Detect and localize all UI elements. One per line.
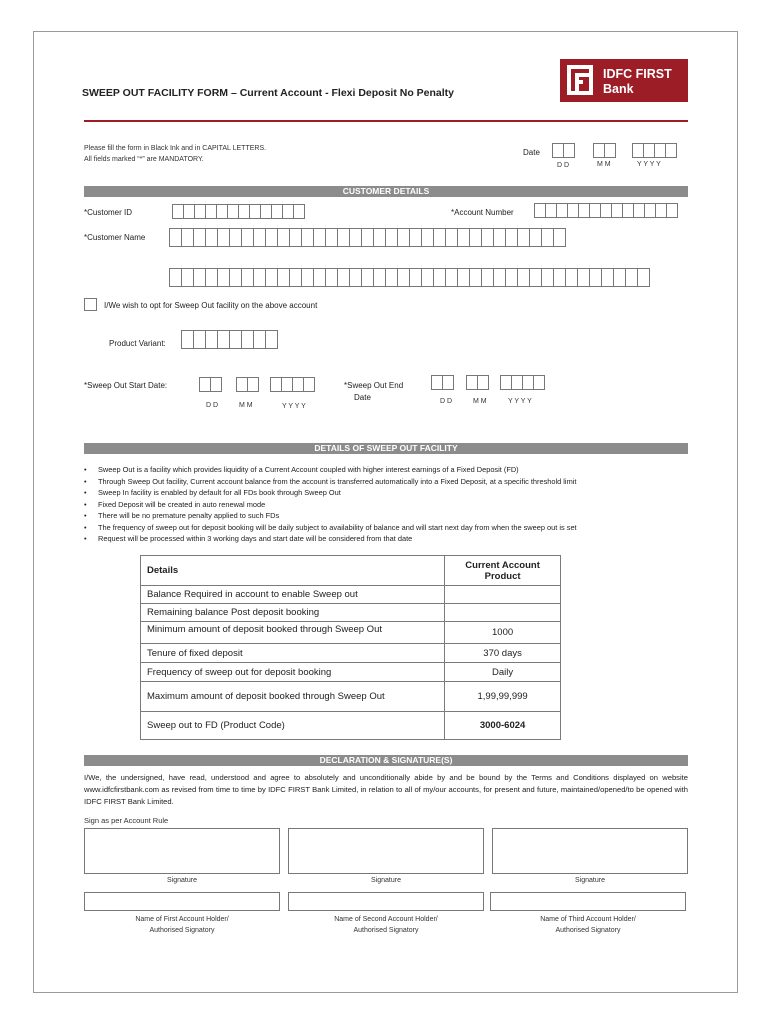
form-title: SWEEP OUT FACILITY FORM – Current Account - Flexi Deposit No Penalty [82, 87, 455, 99]
date-mm-field[interactable] [593, 143, 615, 158]
end-dd-hint: D D [440, 398, 453, 405]
end-date-mm-field[interactable] [466, 375, 488, 390]
date-label: Date [523, 148, 540, 157]
table-cell-value: 1000 [445, 622, 561, 644]
signature-box-first[interactable] [84, 828, 280, 874]
start-dd-hint: D D [206, 402, 219, 409]
date-mm-hint: M M [597, 161, 611, 168]
table-cell-label: Balance Required in account to enable Sweep out [141, 586, 445, 604]
customer-name-input-line-2[interactable] [169, 268, 649, 287]
end-date-dd-field[interactable] [431, 375, 453, 390]
idfc-first-bank-logo [560, 59, 688, 102]
instruction-line-2: All fields marked “*” are MANDATORY. [84, 156, 204, 163]
start-date-mm-field[interactable] [236, 377, 258, 392]
end-yyyy-hint: Y Y Y Y [508, 398, 532, 405]
table-cell-label: Tenure of fixed deposit [141, 644, 445, 663]
product-variant-label: Product Variant: [109, 339, 166, 348]
table-cell-label: Minimum amount of deposit booked through Sweep Out [141, 622, 445, 644]
date-dd-hint: D D [557, 162, 570, 169]
opt-in-checkbox[interactable] [84, 298, 97, 311]
name-input-third-holder[interactable] [490, 892, 686, 911]
first-holder-caption-line2: Authorised Signatory [149, 927, 215, 934]
end-mm-hint: M M [473, 398, 487, 405]
declaration-text: I/We, the undersigned, have read, understood and agree to absolutely and unconditionally abide by and be bound by the Terms and Conditions displayed on website www.idfcfirstbank.com as revised from time to time by IDFC FIRST Bank Limited, in relation to all of my/our accounts, for present and future, maintained/opened/to be opened with IDFC FIRST Bank Limited. [84, 773, 688, 806]
account-number-label: *Account Number [451, 208, 514, 217]
table-header-row [141, 556, 561, 586]
table-cell-label: Maximum amount of deposit booked through Sweep Out [141, 682, 445, 712]
list-item: • Sweep Out is a facility which provides liquidity of a Current Account coupled with higher interest earnings of a Fixed Deposit (FD) [84, 464, 688, 476]
declaration-heading: DECLARATION & SIGNATURE(S) [84, 755, 688, 766]
customer-id-input[interactable] [172, 204, 304, 219]
bank-logo-icon [567, 65, 593, 95]
table-cell-value: Daily [445, 663, 561, 682]
sweep-details-heading: DETAILS OF SWEEP OUT FACILITY [84, 443, 688, 454]
signature-label-second: Signature [371, 877, 401, 884]
table-row [141, 586, 561, 604]
date-dd-field[interactable] [552, 143, 574, 158]
start-yyyy-hint: Y Y Y Y [282, 403, 306, 410]
table-row [141, 682, 561, 712]
second-holder-caption-line1: Name of Second Account Holder/ [334, 916, 438, 923]
list-item: • There will be no premature penalty applied to such FDs [84, 510, 688, 522]
signature-label-first: Signature [167, 877, 197, 884]
header-divider [84, 120, 688, 122]
details-column-header: Details [141, 556, 445, 586]
table-row [141, 604, 561, 622]
sweep-end-date-label: *Sweep Out End [344, 381, 404, 390]
signature-label-third: Signature [575, 877, 605, 884]
table-row [141, 712, 561, 740]
start-mm-hint: M M [239, 402, 253, 409]
product-variant-input[interactable] [181, 330, 277, 349]
list-item: • Through Sweep Out facility, Current account balance from the account is transferred automatically into a Fixed Deposit, at a specific threshold limit [84, 476, 688, 488]
list-item: • The frequency of sweep out for deposit booking will be daily subject to availability of balance and will start next day from when the sweep out is set [84, 522, 688, 534]
start-date-yyyy-field[interactable] [270, 377, 314, 392]
table-cell-label: Frequency of sweep out for deposit booking [141, 663, 445, 682]
table-cell-label: Sweep out to FD (Product Code) [141, 712, 445, 740]
customer-id-label: *Customer ID [84, 208, 133, 217]
signature-box-third[interactable] [492, 828, 688, 874]
start-date-dd-field[interactable] [199, 377, 221, 392]
end-date-yyyy-field[interactable] [500, 375, 544, 390]
product-column-header-line2: Product [484, 570, 521, 582]
date-yyyy-field[interactable] [632, 143, 676, 158]
name-input-first-holder[interactable] [84, 892, 280, 911]
customer-details-heading: CUSTOMER DETAILS [84, 186, 688, 197]
table-row [141, 622, 561, 644]
table-cell-value: 370 days [445, 644, 561, 663]
sweep-start-date-label: *Sweep Out Start Date: [84, 381, 168, 390]
name-input-second-holder[interactable] [288, 892, 484, 911]
first-holder-caption-line1: Name of First Account Holder/ [135, 916, 229, 923]
opt-in-label: I/We wish to opt for Sweep Out facility on the above account [104, 301, 318, 310]
sweep-details-table [140, 555, 561, 740]
table-row [141, 644, 561, 663]
table-cell-value: 1,99,99,999 [445, 682, 561, 712]
sign-rule-label: Sign as per Account Rule [84, 816, 169, 825]
third-holder-caption [490, 914, 686, 936]
product-column-header-line1: Current Account [465, 559, 540, 571]
table-cell-value [445, 604, 561, 622]
third-holder-caption-line2: Authorised Signatory [555, 927, 621, 934]
customer-name-input-line-1[interactable] [169, 228, 565, 247]
table-cell-value: 3000-6024 [445, 712, 561, 740]
sweep-end-date-label-2: Date [354, 393, 371, 402]
logo-text-line1: IDFC FIRST [603, 67, 672, 81]
second-holder-caption-line2: Authorised Signatory [353, 927, 419, 934]
account-number-input[interactable] [534, 203, 677, 218]
signature-box-second[interactable] [288, 828, 484, 874]
customer-name-label: *Customer Name [84, 233, 146, 242]
logo-text-line2: Bank [603, 82, 634, 96]
second-holder-caption [288, 914, 484, 936]
list-item: • Request will be processed within 3 working days and start date will be considered from that date [84, 533, 688, 545]
product-column-header [445, 556, 561, 586]
third-holder-caption-line1: Name of Third Account Holder/ [540, 916, 636, 923]
first-holder-caption [84, 914, 280, 936]
date-yyyy-hint: Y Y Y Y [637, 161, 661, 168]
instruction-line-1: Please fill the form in Black Ink and in CAPITAL LETTERS. [84, 145, 267, 152]
table-row [141, 663, 561, 682]
list-item: • Fixed Deposit will be created in auto renewal mode [84, 499, 688, 511]
table-cell-value [445, 586, 561, 604]
list-item: • Sweep In facility is enabled by default for all FDs book through Sweep Out [84, 487, 688, 499]
table-cell-label: Remaining balance Post deposit booking [141, 604, 445, 622]
sweep-info-list [84, 464, 688, 545]
